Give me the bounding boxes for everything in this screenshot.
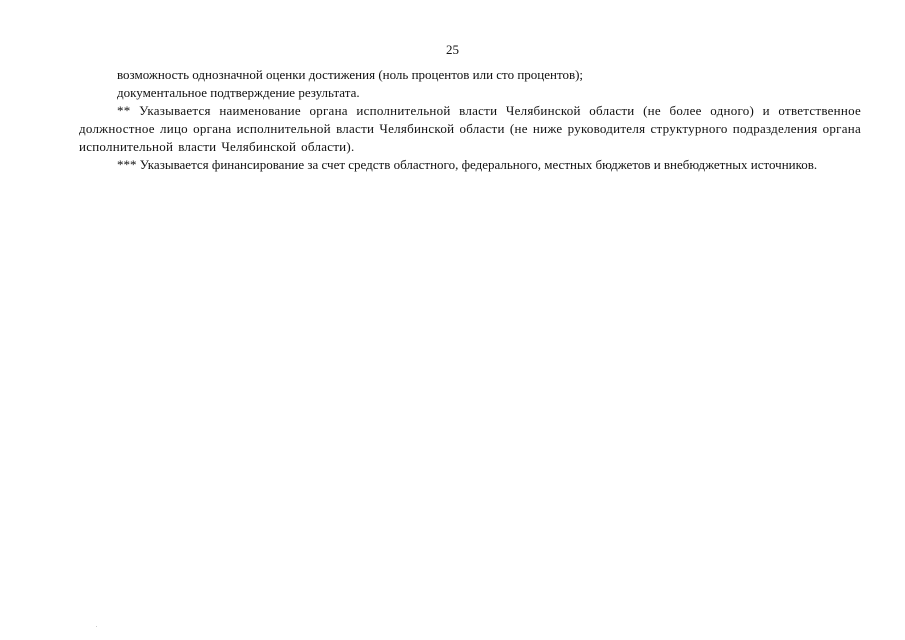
footnote-triple-asterisk: *** Указывается финансирование за счет средств областного, федерального, местных бюджетов и внебюджетных источников. — [117, 157, 818, 172]
footnotes-text — [79, 66, 861, 174]
page-number: 25 — [446, 42, 459, 57]
paragraph-criterion-unambiguous: возможность однозначной оценки достижения (ноль процентов или сто процентов); — [117, 67, 584, 82]
footnote-double-asterisk: ** Указывается наименование органа исполнительной власти Челябинской области (не более одного) и ответственное должностное лицо органа исполнительной власти Челябинской области (не ниже руководителя структурного подразделения органа исполнительной власти Челябинской области). — [79, 103, 861, 154]
scan-speck — [96, 626, 97, 627]
paragraph-criterion-documentary: документальное подтверждение результата. — [117, 85, 360, 100]
